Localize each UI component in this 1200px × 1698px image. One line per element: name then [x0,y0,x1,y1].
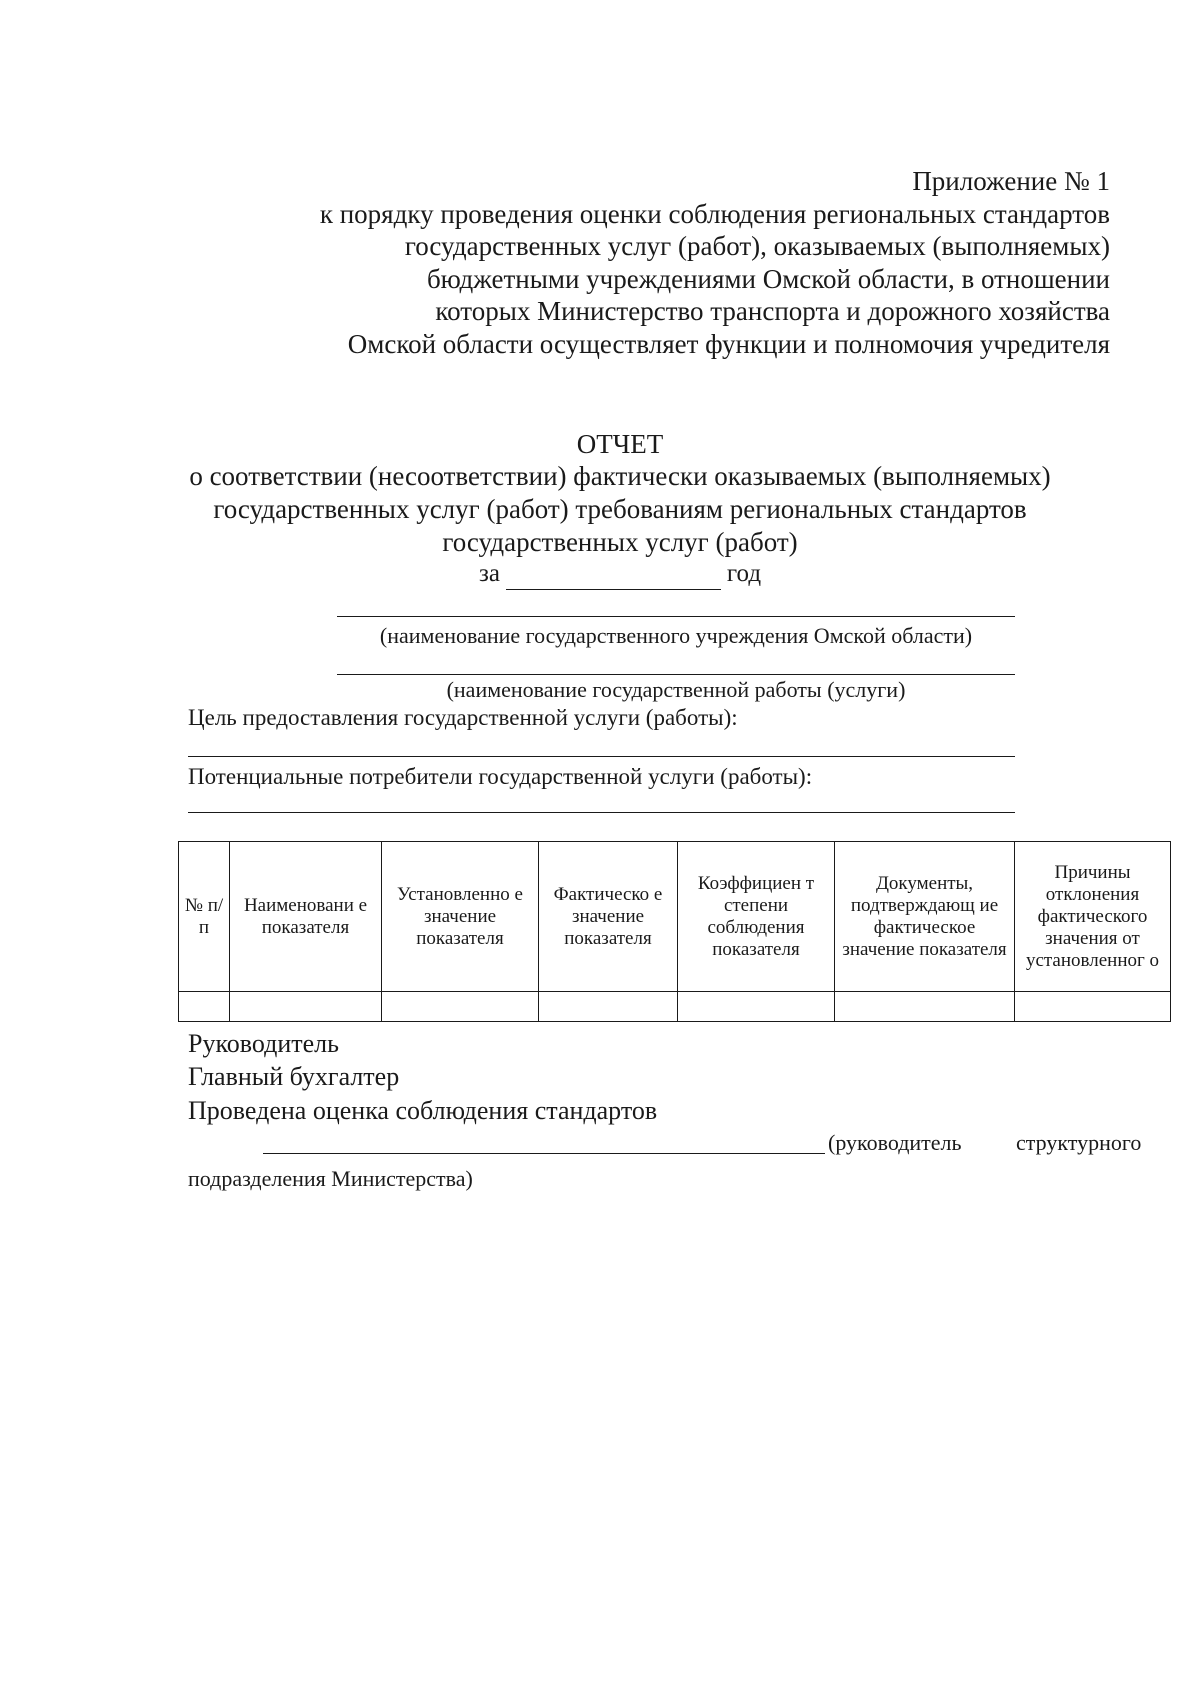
year-prefix: за [478,560,500,587]
report-title: ОТЧЕТ [576,429,664,459]
table-cell[interactable] [230,992,382,1022]
institution-caption: (наименование государственного учреждения Омской области) [379,623,973,648]
table-cell[interactable] [835,992,1015,1022]
assessor-role-part2: структурного [1016,1130,1142,1155]
annex-line: бюджетными учреждениями Омской области, в отношении [426,263,1110,294]
consumers-line[interactable] [188,812,1015,813]
annex-line: государственных услуг (работ), оказываемых (выполняемых) [404,231,1110,261]
table-cell[interactable] [179,992,230,1022]
goal-label: Цель предоставления государственной услуги (работы): [188,705,738,730]
annex-line: которых Министерство транспорта и дорожного хозяйства [435,296,1110,326]
report-subtitle [140,460,1100,559]
table-cell[interactable] [382,992,539,1022]
col-header-indicator-name: Наименовани е показателя [230,842,382,992]
year-blank[interactable] [506,565,721,590]
subtitle-line: государственных услуг (работ) требованиям региональных стандартов [213,494,1027,524]
table-cell[interactable] [1015,992,1171,1022]
annex-header [210,165,1110,360]
year-suffix: год [726,560,762,587]
report-year-line [140,558,1100,590]
table-cell[interactable] [539,992,678,1022]
table-header-row [179,842,1171,992]
subtitle-line: государственных услуг (работ) [442,527,798,557]
table-row [179,992,1171,1022]
signature-head: Руководитель [188,1029,339,1058]
work-caption: (наименование государственной работы (услуги) [446,677,906,702]
assessor-signature-line[interactable] [263,1153,825,1154]
signature-accountant: Главный бухгалтер [188,1062,400,1091]
annex-line: Омской области осуществляет функции и полномочия учредителя [347,328,1110,359]
report-table [178,841,1171,1022]
col-header-compliance-coefficient: Коэффициен т степени соблюдения показателя [678,842,835,992]
annex-title: Приложение № 1 [912,166,1110,196]
assessment-label: Проведена оценка соблюдения стандартов [188,1096,658,1125]
consumers-label: Потенциальные потребители государственной услуги (работы): [188,764,813,789]
col-header-actual-value: Фактическо е значение показателя [539,842,678,992]
goal-line[interactable] [188,756,1015,757]
col-header-documents: Документы, подтверждающ ие фактическое значение показателя [835,842,1015,992]
work-name-line[interactable] [337,674,1015,675]
table-cell[interactable] [678,992,835,1022]
institution-name-line[interactable] [337,616,1015,617]
assessor-role-part3: подразделения Министерства) [188,1166,473,1191]
col-header-number: № п/п [179,842,230,992]
assessor-role-part1: (руководитель [828,1130,962,1155]
col-header-set-value: Установленно е значение показателя [382,842,539,992]
subtitle-line: о соответствии (несоответствии) фактически оказываемых (выполняемых) [189,461,1051,491]
col-header-deviation-reasons: Причины отклонения фактического значения от установленног о [1015,842,1171,992]
annex-line: к порядку проведения оценки соблюдения региональных стандартов [319,198,1110,229]
